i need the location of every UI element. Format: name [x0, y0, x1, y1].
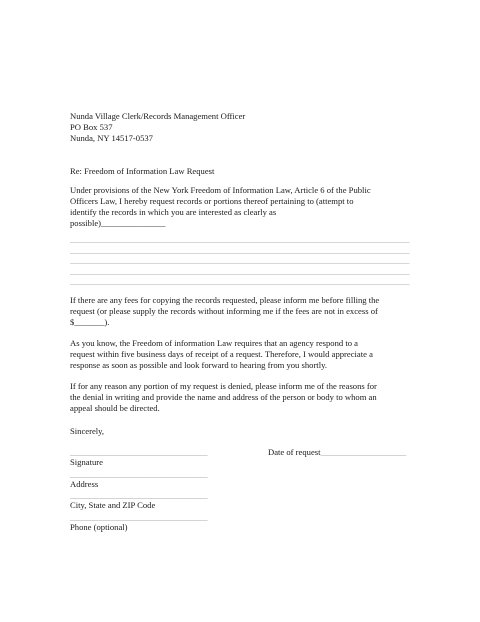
intro-line-2: Officers Law, I hereby request records or portions thereof pertaining to (attempt to	[70, 196, 354, 206]
intro-paragraph	[70, 185, 412, 229]
address-label-row	[70, 479, 98, 490]
recipient-name: Nunda Village Clerk/Records Management Officer	[70, 111, 246, 121]
fees-line-2: request (or please supply the records without informing me if the fees are not in excess of	[70, 306, 378, 316]
recipient-po-box: PO Box 537	[70, 122, 113, 132]
fees-line-3: $_______).	[70, 317, 110, 327]
timeframe-paragraph	[70, 338, 412, 371]
closing	[70, 426, 412, 437]
timeframe-line-2: request within five business days of receipt of a request. Therefore, I would appreciate a	[70, 349, 373, 359]
timeframe-line-3: response as soon as possible and look forward to hearing from you shortly.	[70, 360, 327, 370]
denial-line-1: If for any reason any portion of my request is denied, please inform me of the reasons for	[70, 381, 377, 391]
intro-line-4: possible)_______________	[70, 218, 166, 228]
date-of-request	[268, 447, 406, 458]
request-line: _________________________________________________________________________________________________	[70, 246, 410, 255]
denial-line-3: appeal should be directed.	[70, 403, 160, 413]
request-lines	[70, 235, 410, 288]
recipient-address	[70, 111, 412, 144]
subject-line	[70, 166, 412, 177]
address-label: Address	[70, 479, 99, 489]
date-blank[interactable]: ____________________	[320, 447, 407, 457]
fees-paragraph	[70, 295, 412, 328]
signature-label: Signature	[70, 457, 103, 467]
recipient-city: Nunda, NY 14517-0537	[70, 133, 153, 143]
signature-blank[interactable]: ________________________________	[70, 447, 208, 457]
phone-label: Phone (optional)	[70, 522, 128, 532]
fees-line-1: If there are any fees for copying the records requested, please inform me before filling the	[70, 295, 380, 305]
denial-line-2: the denial in writing and provide the name and address of the person or body to whom an	[70, 392, 377, 402]
date-label: Date of request	[268, 447, 321, 457]
closing-text: Sincerely,	[70, 426, 105, 436]
signature-label-row	[70, 457, 103, 468]
phone-label-row	[70, 522, 128, 533]
denial-paragraph	[70, 381, 412, 414]
request-line: _________________________________________________________________________________________________	[70, 278, 410, 286]
request-line: _________________________________________________________________________________________________	[70, 257, 410, 265]
city-label-row	[70, 500, 155, 511]
phone-blank[interactable]: ________________________________	[70, 512, 208, 522]
timeframe-line-1: As you know, the Freedom of information Law requires that an agency respond to a	[70, 338, 358, 348]
request-line: _________________________________________________________________________________________________	[70, 267, 410, 276]
intro-line-1: Under provisions of the New York Freedom of Information Law, Article 6 of the Public	[70, 185, 371, 195]
intro-line-3: identify the records in which you are interested as clearly as	[70, 207, 277, 217]
subject-text: Re: Freedom of Information Law Request	[70, 166, 215, 176]
address-blank[interactable]: ________________________________	[70, 469, 208, 479]
request-line: _________________________________________________________________________________________________	[70, 236, 410, 244]
city-blank[interactable]: ________________________________	[70, 490, 208, 500]
city-label: City, State and ZIP Code	[70, 500, 156, 510]
